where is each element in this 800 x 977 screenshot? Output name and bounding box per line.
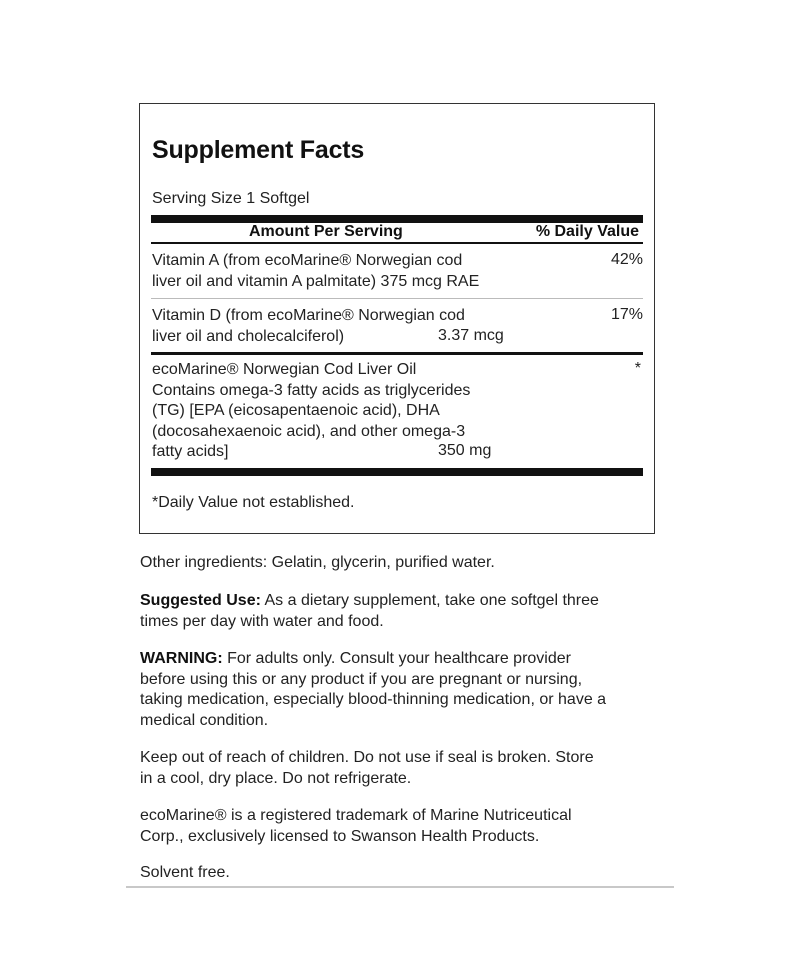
column-header-daily-value: % Daily Value (535, 223, 639, 240)
storage-text: in a cool, dry place. Do not refrigerate. (140, 769, 412, 787)
nutrient-amount: 350 mg (438, 442, 492, 459)
divider-thick-bottom (151, 468, 643, 476)
divider-row (151, 298, 643, 299)
bottom-divider (126, 886, 674, 888)
storage-text: Keep out of reach of children. Do not use if seal is broken. Store (140, 749, 594, 766)
suggested-use-text: As a dietary supplement, take one softgel three (260, 592, 599, 609)
column-header-amount: Amount Per Serving (249, 223, 403, 240)
nutrient-amount: 3.37 mcg (438, 327, 504, 344)
daily-value-footnote: *Daily Value not established. (152, 494, 355, 511)
nutrient-row-cod-liver-oil (152, 360, 470, 463)
warning-text: For adults only. Consult your healthcare provider (222, 650, 571, 667)
trademark-notice (140, 806, 660, 847)
other-ingredients: Other ingredients: Gelatin, glycerin, purified water. (140, 554, 495, 571)
nutrient-daily-value: * (634, 360, 641, 377)
supplement-facts-panel (139, 103, 655, 534)
nutrient-text-line: fatty acids] (152, 443, 229, 460)
storage-instructions (140, 748, 660, 789)
warning-text: medical condition. (140, 711, 269, 729)
divider-header (151, 242, 643, 244)
nutrient-daily-value: 17% (610, 306, 643, 323)
facts-title: Supplement Facts (152, 136, 365, 164)
nutrient-text-line: (TG) [EPA (eicosapentaenoic acid), DHA (152, 402, 440, 419)
trademark-text: Corp., exclusively licensed to Swanson Health Products. (140, 827, 540, 845)
nutrient-text-line: liver oil and cholecalciferol) (152, 327, 345, 345)
solvent-free-note: Solvent free. (140, 864, 230, 881)
suggested-use-label: Suggested Use: (140, 592, 261, 609)
warning-label: WARNING: (140, 650, 223, 667)
warning-text: taking medication, especially blood-thinning medication, or have a (140, 691, 607, 708)
serving-size: Serving Size 1 Softgel (152, 190, 310, 207)
trademark-text: ecoMarine® is a registered trademark of Marine Nutriceutical (140, 807, 572, 824)
warning-text: before using this or any product if you are pregnant or nursing, (140, 670, 583, 688)
nutrient-text-line: (docosahexaenoic acid), and other omega-3 (152, 422, 466, 440)
nutrient-daily-value: 42% (610, 251, 643, 268)
divider-thick-top (151, 215, 643, 223)
nutrient-text-line: Vitamin A (from ecoMarine® Norwegian cod (152, 252, 463, 269)
nutrient-row-vitamin-d (152, 306, 465, 347)
divider-section (151, 352, 643, 355)
nutrient-text-line: Vitamin D (from ecoMarine® Norwegian cod (152, 307, 465, 324)
nutrient-text-line: ecoMarine® Norwegian Cod Liver Oil (152, 361, 417, 378)
suggested-use (140, 591, 660, 632)
nutrient-row-vitamin-a (152, 251, 479, 292)
suggested-use-text: times per day with water and food. (140, 612, 384, 630)
nutrient-text-line: liver oil and vitamin A palmitate) 375 mcg RAE (152, 272, 480, 290)
nutrient-text-line: Contains omega-3 fatty acids as triglycerides (152, 381, 471, 399)
warning (140, 649, 660, 731)
